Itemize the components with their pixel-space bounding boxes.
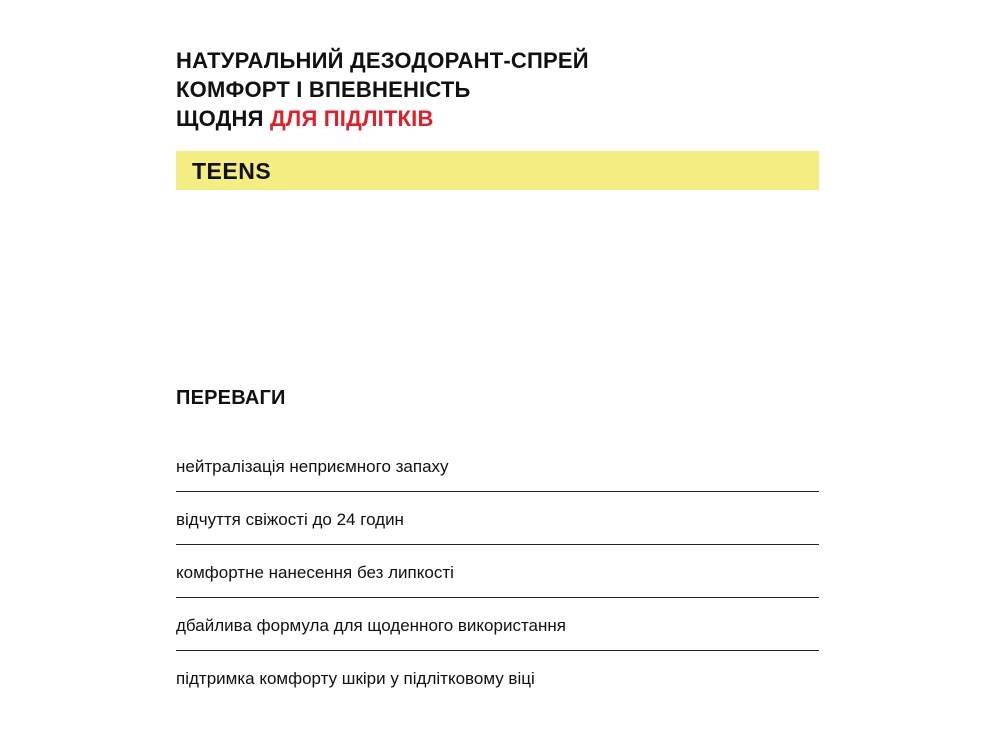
title-line-3 bbox=[176, 104, 836, 133]
benefit-text: дбайлива формула для щоденного використання bbox=[176, 616, 566, 635]
benefit-text: відчуття свіжості до 24 годин bbox=[176, 510, 404, 529]
benefit-text: нейтралізація неприємного запаху bbox=[176, 457, 449, 476]
list-item bbox=[176, 493, 819, 545]
title-accent-text: ДЛЯ ПІДЛІТКІВ bbox=[269, 106, 434, 131]
list-item bbox=[176, 599, 819, 651]
benefits-heading: ПЕРЕВАГИ bbox=[176, 387, 286, 409]
list-item bbox=[176, 440, 819, 492]
title-line-2: КОМФОРТ І ВПЕВНЕНІСТЬ bbox=[176, 77, 471, 102]
title-line-1: НАТУРАЛЬНИЙ ДЕЗОДОРАНТ-СПРЕЙ bbox=[176, 48, 589, 73]
title-line-3-prefix: ЩОДНЯ bbox=[176, 106, 264, 131]
teens-badge bbox=[176, 151, 819, 190]
list-item bbox=[176, 546, 819, 598]
product-title bbox=[176, 46, 836, 133]
list-item bbox=[176, 652, 819, 704]
teens-badge-label: TEENS bbox=[192, 158, 272, 184]
benefit-text: комфортне нанесення без липкості bbox=[176, 563, 454, 582]
benefit-text: підтримка комфорту шкіри у підлітковому віці bbox=[176, 669, 535, 688]
benefits-list bbox=[176, 440, 819, 705]
